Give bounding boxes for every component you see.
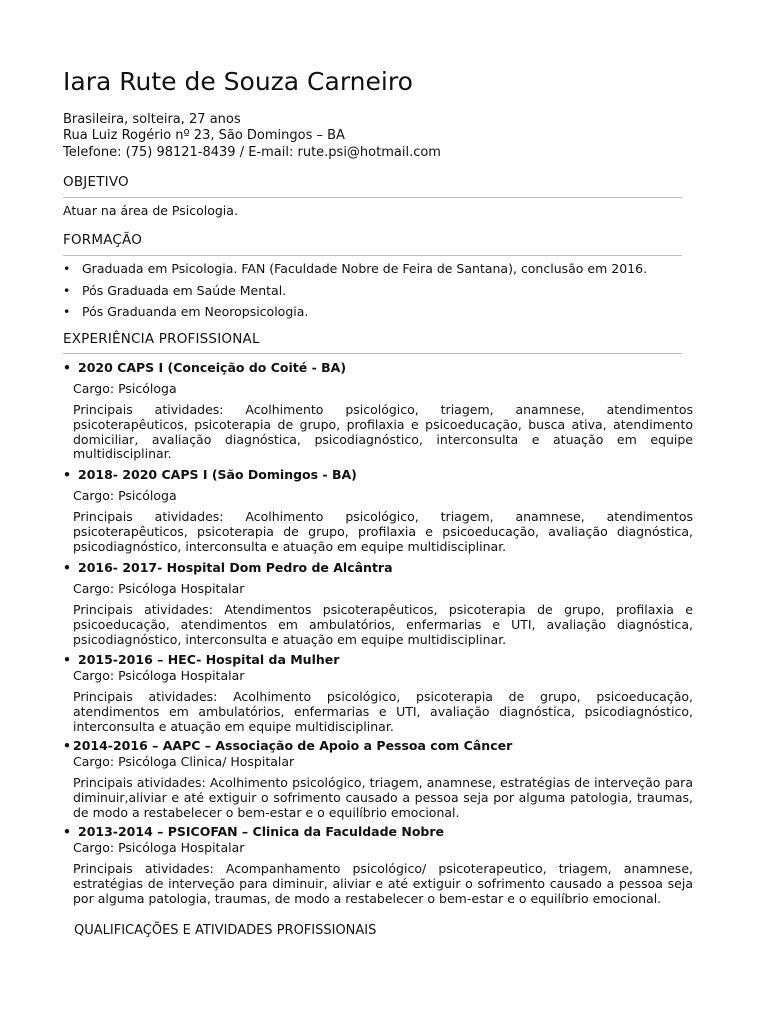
job-heading-text: 2018- 2020 CAPS I (São Domingos - BA) — [78, 467, 357, 482]
objective-title: OBJETIVO — [63, 174, 129, 190]
bullet-icon: • — [63, 261, 71, 276]
job-role: Cargo: Psicóloga Clinica/ Hospitalar — [73, 754, 295, 769]
qualifications-title: QUALIFICAÇÕES E ATIVIDADES PROFISSIONAIS — [74, 923, 377, 938]
job-heading-text: 2014-2016 – AAPC – Associação de Apoio a Pessoa com Câncer — [73, 738, 513, 753]
job-heading — [63, 467, 693, 483]
section-divider — [63, 353, 682, 354]
job-description: Principais atividades: Acolhimento psicológico, triagem, anamnese, atendimentos psicoterapêuticos, psicoterapia de grupo, profilaxia e psicoeducação, busca ativa, atendimento domiciliar, avaliação diagnóstica, psicodiagnóstico, interconsulta e atuação em equipe multidisciplinar. — [73, 402, 693, 462]
job-role: Cargo: Psicóloga Hospitalar — [73, 668, 245, 683]
job-heading-text: 2013-2014 – PSICOFAN – Clinica da Faculdade Nobre — [78, 824, 445, 839]
bullet-icon: • — [63, 738, 71, 753]
job-description: Principais atividades: Acolhimento psicológico, triagem, anamnese, atendimentos psicoterapêuticos, psicoterapia de grupo, profilaxia e psicoeducação, avaliação diagnóstica, psicodiagnóstico, interconsulta e atuação em equipe multidisciplinar. — [73, 509, 693, 554]
candidate-name: Iara Rute de Souza Carneiro — [63, 67, 413, 96]
bullet-icon: • — [63, 652, 71, 667]
bullet-icon: • — [63, 360, 71, 375]
experience-title: EXPERIÊNCIA PROFISSIONAL — [63, 331, 260, 347]
job-heading-text: 2015-2016 – HEC- Hospital da Mulher — [78, 652, 340, 667]
bullet-icon: • — [63, 824, 71, 839]
job-role: Cargo: Psicóloga Hospitalar — [73, 840, 245, 855]
job-role: Cargo: Psicóloga — [73, 488, 177, 503]
bullet-icon: • — [63, 560, 71, 575]
list-item — [63, 301, 647, 323]
personal-info: Brasileira, solteira, 27 anos — [63, 112, 241, 127]
job-entry — [63, 560, 693, 647]
education-item: Pós Graduada em Saúde Mental. — [82, 282, 287, 298]
bullet-icon: • — [63, 304, 71, 319]
education-title: FORMAÇÃO — [63, 232, 143, 248]
job-description: Principais atividades: Acolhimento psicológico, psicoterapia de grupo, psicoeducação, atendimentos em ambulatórios, enfermarias e UTI, avaliação diagnóstica, psicodiagnóstico, interconsulta e atuação em equipe multidisciplinar. — [73, 689, 693, 734]
contact-block — [63, 112, 441, 161]
bullet-icon: • — [63, 467, 71, 482]
job-heading — [63, 824, 693, 840]
job-heading-text: 2016- 2017- Hospital Dom Pedro de Alcântra — [78, 560, 393, 575]
job-heading-text: 2020 CAPS I (Conceição do Coité - BA) — [78, 360, 347, 375]
job-description: Principais atividades: Acompanhamento psicológico/ psicoterapeutico, triagem, anamnese, estratégias de interveção para diminuir, aliviar e até extiguir o sofrimento causado a pessoa seja por alguma patologia, traumas, de modo a restabelecer o bem-estar e o equilíbrio emocional. — [73, 861, 693, 906]
job-heading — [63, 738, 693, 754]
job-entry — [63, 467, 693, 554]
education-list — [63, 258, 647, 323]
job-entry — [63, 738, 693, 820]
section-divider — [63, 255, 682, 256]
job-heading — [63, 560, 693, 576]
job-role: Cargo: Psicóloga — [73, 381, 177, 396]
objective-text: Atuar na área de Psicologia. — [63, 203, 238, 218]
bullet-icon: • — [63, 282, 71, 298]
job-description: Principais atividades: Atendimentos psicoterapêuticos, psicoterapia de grupo, profilaxia e psicoeducação, atendimentos em ambulatórios, enfermarias e UTI, avaliação diagnóstica, psicodiagnóstico, interconsulta e atuação em equipe multidisciplinar. — [73, 602, 693, 647]
list-item — [63, 258, 647, 280]
job-entry — [63, 360, 693, 462]
list-item — [63, 280, 647, 302]
job-heading — [63, 652, 693, 668]
job-entry — [63, 824, 693, 906]
phone-email: Telefone: (75) 98121-8439 / E-mail: rute.psi@hotmail.com — [63, 144, 441, 160]
job-role: Cargo: Psicóloga Hospitalar — [73, 581, 245, 596]
job-entry — [63, 652, 693, 734]
education-item: Pós Graduanda em Neoropsicologia. — [82, 304, 309, 319]
section-divider — [63, 197, 682, 198]
address: Rua Luiz Rogério nº 23, São Domingos – BA — [63, 128, 345, 144]
job-description: Principais atividades: Acolhimento psicológico, triagem, anamnese, estratégias de interveção para diminuir,aliviar e até extiguir o sofrimento causado a pessoa seja por alguma patologia, traumas, de modo a restabelecer o bem-estar e o equilíbrio emocional. — [73, 775, 693, 820]
job-heading — [63, 360, 693, 376]
education-item: Graduada em Psicologia. FAN (Faculdade Nobre de Feira de Santana), conclusão em 2016. — [82, 261, 648, 276]
